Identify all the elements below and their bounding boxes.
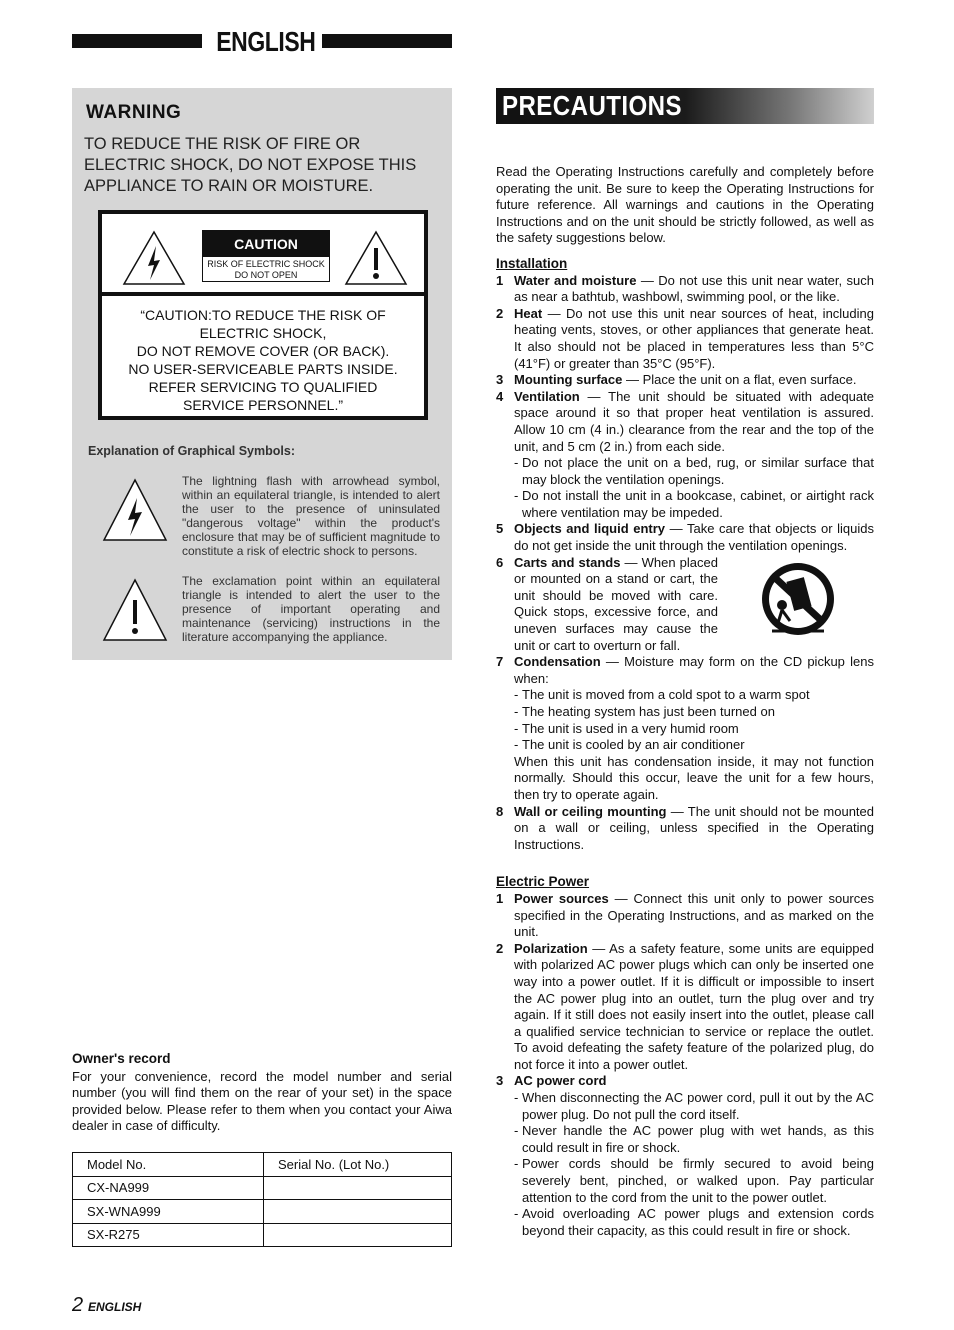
model-cell: SX-R275: [73, 1223, 264, 1247]
caution-line: SERVICE PERSONNEL.”: [182, 397, 343, 413]
item-number: 4: [496, 388, 504, 404]
warning-title: WARNING: [86, 102, 182, 123]
item-text: — Place the unit on a flat, even surface.: [622, 372, 857, 388]
exclamation-triangle-icon: [102, 578, 168, 644]
caution-top: [102, 214, 424, 296]
precautions-title: PRECAUTIONS: [502, 90, 682, 121]
sub-item: - Avoid overloading AC power plugs and extension cords beyond their capacity, as this could result in fire or shock.: [514, 1206, 874, 1239]
precautions-content: [496, 164, 874, 1239]
sub-item: - The unit is used in a very humid room: [514, 721, 874, 738]
item-number: 2: [496, 305, 504, 321]
sub-item: - Do not place the unit on a bed, rug, or similar surface that may block the ventilation openings.: [514, 455, 874, 488]
table-row: [73, 1223, 452, 1247]
item-text: — When placed or mounted on a stand or cart, the unit should be moved with care. Quick stops, excessive force, and uneven surfaces may cause the unit or cart to overturn or fall.: [514, 554, 718, 653]
caution-body: [102, 306, 424, 414]
item-text: — Take care that objects or liquids do not get inside the unit through the ventilation openings.: [514, 521, 874, 554]
item-number: 3: [496, 1073, 504, 1089]
precautions-banner: [496, 88, 874, 124]
lightning-triangle-icon: [102, 478, 168, 544]
caution-label-box: [98, 210, 428, 420]
table-header-model: Model No.: [73, 1153, 264, 1177]
caution-label: CAUTION: [203, 231, 329, 257]
item-text: — Connect this unit only to power sources specified in the Operating Instructions, and as marked on the unit.: [514, 890, 874, 940]
item-title: Carts and stands: [514, 554, 621, 570]
item-title: Water and moisture: [514, 272, 637, 288]
serial-cell[interactable]: [264, 1200, 452, 1224]
item-number: 5: [496, 521, 504, 537]
carts-block: [496, 555, 874, 655]
model-cell: SX-WNA999: [73, 1200, 264, 1224]
list-item: [496, 372, 874, 389]
warning-panel: [72, 88, 452, 660]
caution-line: “CAUTION:TO REDUCE THE RISK OF: [140, 307, 386, 323]
item-title: Polarization: [514, 940, 588, 956]
serial-cell[interactable]: [264, 1223, 452, 1247]
list-item: [496, 1073, 874, 1239]
model-cell: CX-NA999: [73, 1176, 264, 1200]
caution-risk-line: RISK OF ELECTRIC SHOCK: [207, 259, 325, 269]
header-bar-left: [72, 34, 202, 48]
item-number: 3: [496, 372, 504, 388]
symbol-lightning-text: The lightning flash with arrowhead symbol, within an equilateral triangle, is intended to alert the user to the presence of uninsulated "dangerous voltage" within the product's enclosure that may be of sufficient magnitude to constitute a risk of electric shock to persons.: [182, 474, 440, 558]
sub-item: - When disconnecting the AC power cord, pull it out by the AC power plug. Do not pull the cord itself.: [514, 1090, 874, 1123]
list-item: [496, 654, 874, 803]
explanation-title: Explanation of Graphical Symbols:: [88, 444, 295, 458]
table-row: [73, 1200, 452, 1224]
item-title: Objects and liquid entry: [514, 521, 666, 537]
list-item: [496, 273, 874, 306]
item-text: — As a safety feature, some units are equipped with polarized AC power plugs which can only be inserted one way into a power outlet. If it is difficult or impossible to insert the AC power plug into an outlet, turn the plug over and try again. If it still does not easily insert into the outlet, please call a qualified service technician to service or replace the outlet. To avoid defeating the safety feature of the polarized plug, do not force it into a power outlet.: [514, 940, 874, 1072]
cart-warning-icon: [752, 559, 844, 639]
item-text: — Do not use this unit near sources of heat, including heating vents, stoves, or other appliances that generate heat. It also should not be placed in temperatures less than 5°C (41°F) or greater than 35°C (95°F).: [514, 305, 874, 371]
item-title: AC power cord: [514, 1073, 607, 1089]
owner-record-title: Owner's record: [72, 1051, 171, 1066]
item-number: 1: [496, 890, 504, 906]
item-title: Ventilation: [514, 388, 580, 404]
sub-item: - The unit is cooled by an air conditioner: [514, 737, 874, 754]
item-title: Heat: [514, 305, 543, 321]
caution-risk-text: [203, 259, 329, 281]
item-title: Wall or ceiling mounting: [514, 803, 667, 819]
owner-record-text: For your convenience, record the model number and serial number (you will find them on the rear of your set) in the space provided below. Please refer to them when you contact your Aiwa dealer in case of difficulty.: [72, 1069, 452, 1133]
warning-text: TO REDUCE THE RISK OF FIRE OR ELECTRIC SHOCK, DO NOT EXPOSE THIS APPLIANCE TO RAIN OR MOISTURE.: [84, 135, 417, 195]
table-row: [73, 1176, 452, 1200]
precautions-intro: Read the Operating Instructions carefully and completely before operating the unit. Be sure to keep the Operating Instructions for future reference. All warnings and cautions in the Operating Instructions and on the unit should be strictly followed, as well as the safety suggestions below.: [496, 164, 874, 246]
sub-item: - The heating system has just been turned on: [514, 704, 874, 721]
caution-line: REFER SERVICING TO QUALIFIED: [148, 379, 378, 395]
lightning-triangle-icon: [122, 230, 186, 286]
symbol-exclamation-text: The exclamation point within an equilateral triangle is intended to alert the user to the presence of important operating and maintenance (servicing) instructions in the literature accompanying the appliance.: [182, 574, 440, 644]
item-text: — Moisture may form on the CD pickup lens when:: [514, 654, 874, 686]
item-text: — Do not use this unit near water, such as near a bathtub, washbowl, swimming pool, or the like.: [514, 272, 874, 305]
list-item: [496, 941, 874, 1074]
exclamation-triangle-icon: [344, 230, 408, 286]
language-title: ENGLISH: [216, 26, 316, 57]
condensation-note: When this unit has condensation inside, it may not function normally. Should this occur, leave the unit for a few hours, then try to operate again.: [514, 753, 874, 802]
item-number: 8: [496, 803, 504, 819]
sub-item: - The unit is moved from a cold spot to a warm spot: [514, 687, 874, 704]
serial-cell[interactable]: [264, 1176, 452, 1200]
item-number: 7: [496, 654, 504, 670]
list-item: [496, 804, 874, 854]
item-title: Power sources: [514, 890, 609, 906]
caution-line: DO NOT REMOVE COVER (OR BACK).: [136, 343, 390, 359]
list-item: [496, 521, 874, 554]
item-number: 6: [496, 554, 504, 570]
table-header-serial: Serial No. (Lot No.): [264, 1153, 452, 1177]
sub-item: - Power cords should be firmly secured to avoid being severely bent, pinched, or walked upon. Pay particular attention to the cord from the unit to the power outlet.: [514, 1156, 874, 1206]
electric-power-heading: Electric Power: [496, 874, 590, 890]
language-header: [72, 26, 452, 57]
sub-item: - Never handle the AC power plug with wet hands, as this could result in fire or shock.: [514, 1123, 874, 1156]
sub-item: - Do not install the unit in a bookcase, cabinet, or airtight rack where ventilation may be impeded.: [514, 488, 874, 521]
item-title: Condensation: [514, 654, 601, 670]
caution-risk-line: DO NOT OPEN: [234, 270, 298, 280]
caution-sign: [202, 230, 330, 282]
list-item: [496, 555, 718, 655]
caution-line: ELECTRIC SHOCK,: [199, 325, 327, 341]
table-row: [73, 1153, 452, 1177]
list-item: [496, 306, 874, 372]
list-item: [496, 891, 874, 941]
section-gap: [496, 853, 874, 865]
owner-record-table: [72, 1152, 452, 1247]
item-text: — The unit should be situated with adequate space around it so that proper heat ventilation is assured. Allow 10 cm (4 in.) clearance from the rear and the top of the unit, and 5 cm (2 in.) from each side.: [514, 388, 874, 454]
footer-language: ENGLISH: [88, 1300, 142, 1314]
item-text: — The unit should not be mounted on a wall or ceiling, unless specified in the Operating Instructions.: [514, 803, 874, 852]
item-title: Mounting surface: [514, 372, 623, 388]
page-number: 2: [72, 1294, 84, 1316]
item-number: 2: [496, 940, 504, 956]
caution-line: NO USER-SERVICEABLE PARTS INSIDE.: [128, 361, 398, 377]
item-number: 1: [496, 272, 504, 288]
list-item: [496, 389, 874, 522]
header-bar-right: [322, 34, 452, 48]
installation-heading: Installation: [496, 255, 568, 271]
